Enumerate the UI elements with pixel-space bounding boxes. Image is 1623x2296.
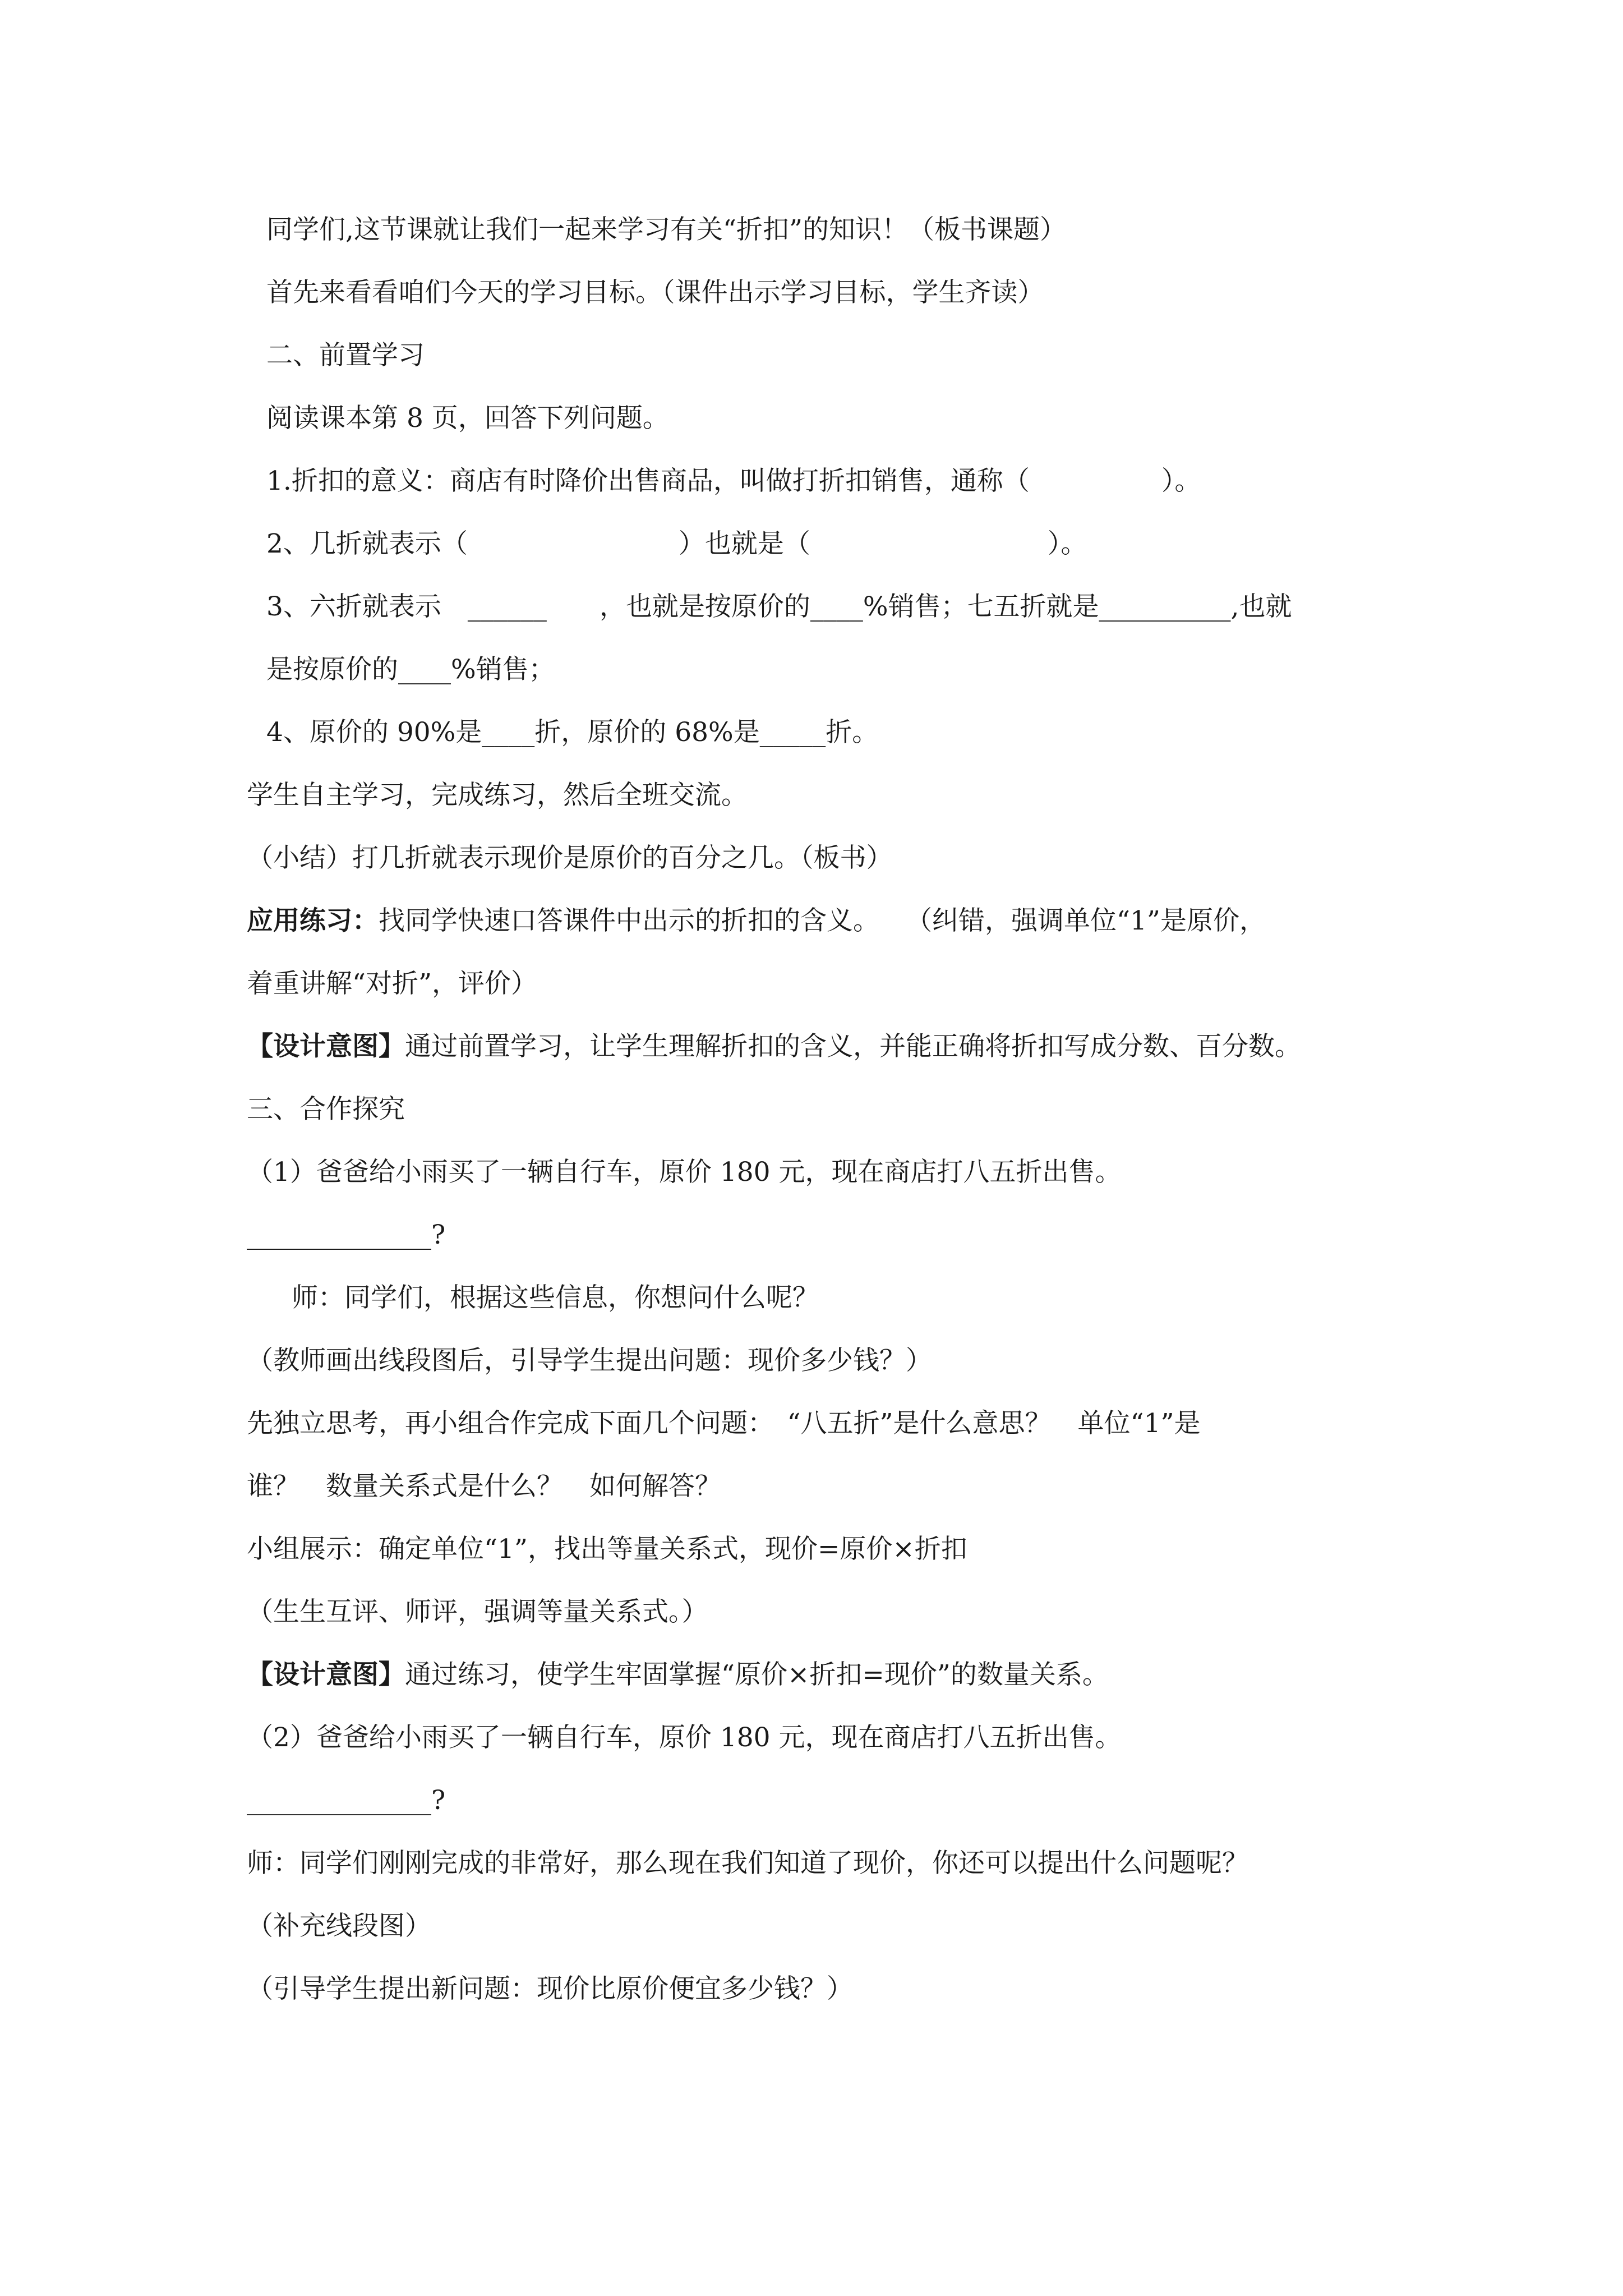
design-intent-text: 通过练习，使学生牢固掌握“原价×折扣=现价”的数量关系。 <box>405 1659 1109 1690</box>
question-3: 3、六折就表示 ______ ，也就是按原价的____%销售；七五折就是__________,也就 <box>266 591 1292 622</box>
section-heading: 三、合作探究 <box>247 1094 405 1125</box>
text-line: 阅读课本第 8 页，回答下列问题。 <box>266 403 669 434</box>
question-1: 1.折扣的意义：商店有时降价出售商品，叫做打折扣销售，通称（ ）。 <box>266 466 1201 496</box>
design-intent-text: 通过前置学习，让学生理解折扣的含义，并能正确将折扣写成分数、百分数。 <box>405 1031 1301 1062</box>
text-line: 先独立思考，再小组合作完成下面几个问题： “八五折”是什么意思？ 单位“1”是 <box>247 1408 1201 1439</box>
text-line: 小组展示：确定单位“1”，找出等量关系式，现价=原价×折扣 <box>247 1534 967 1565</box>
section-heading: 二、前置学习 <box>266 340 425 371</box>
text-line: （引导学生提出新问题：现价比原价便宜多少钱？） <box>247 1973 853 2004</box>
text-line: 同学们,这节课就让我们一起来学习有关“折扣”的知识！（板书课题） <box>266 214 1066 245</box>
problem-1-blank: ______________? <box>247 1220 446 1250</box>
problem-2-blank: ______________? <box>247 1785 446 1816</box>
text-line: 谁？ 数量关系式是什么？ 如何解答？ <box>247 1471 721 1502</box>
text-line: 师：同学们刚刚完成的非常好，那么现在我们知道了现价，你还可以提出什么问题呢？ <box>247 1848 1248 1879</box>
practice-label: 应用练习： <box>247 905 379 936</box>
text-line: （生生互评、师评，强调等量关系式。） <box>247 1596 708 1627</box>
practice-text: 找同学快速口答课件中出示的折扣的含义。 （纠错，强调单位“1”是原价， <box>379 905 1266 936</box>
design-intent-line <box>247 1030 1380 1064</box>
problem-2: （2）爸爸给小雨买了一辆自行车，原价 180 元，现在商店打八五折出售。 <box>247 1722 1122 1753</box>
text-line: 学生自主学习，完成练习，然后全班交流。 <box>247 780 748 811</box>
text-line: （补充线段图） <box>247 1911 431 1941</box>
problem-1: （1）爸爸给小雨买了一辆自行车，原价 180 元，现在商店打八五折出售。 <box>247 1157 1122 1188</box>
text-line: 首先来看看咱们今天的学习目标。（课件出示学习目标，学生齐读） <box>266 277 1044 308</box>
text-line: 师：同学们，根据这些信息，你想问什么呢？ <box>292 1282 819 1313</box>
summary-line: （小结）打几折就表示现价是原价的百分之几。（板书） <box>247 843 893 873</box>
design-intent-label: 【设计意图】 <box>247 1659 405 1690</box>
question-3-cont: 是按原价的____%销售； <box>266 654 555 685</box>
text-line: 着重讲解“对折”，评价） <box>247 968 538 999</box>
question-2: 2、几折就表示（ ）也就是（ ）。 <box>266 528 1087 559</box>
design-intent-line <box>247 1658 1380 1692</box>
practice-line <box>247 904 1380 938</box>
design-intent-label: 【设计意图】 <box>247 1031 405 1062</box>
text-line: （教师画出线段图后，引导学生提出问题：现价多少钱？） <box>247 1345 932 1376</box>
question-4: 4、原价的 90%是____折，原价的 68%是_____折。 <box>266 717 879 748</box>
